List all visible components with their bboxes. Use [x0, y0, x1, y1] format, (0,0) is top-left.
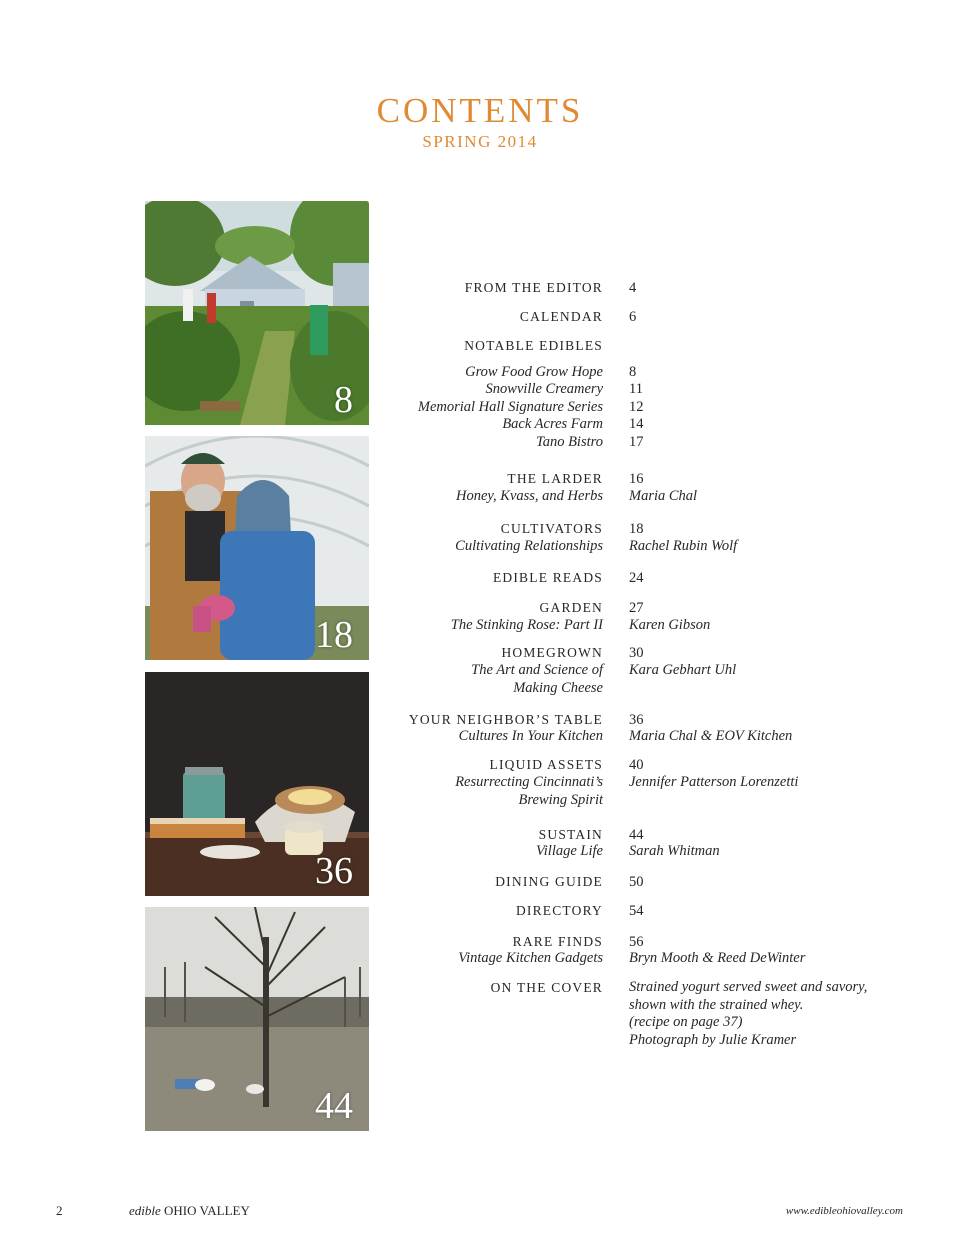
toc-item-title: Snowville Creamery: [485, 381, 603, 397]
toc-item-title: Memorial Hall Signature Series: [417, 399, 603, 415]
toc-page-dining-guide: 50: [629, 874, 644, 890]
toc-label-from-the-editor: FROM THE EDITOR: [464, 280, 603, 295]
cover-description: Strained yogurt served sweet and savory, shown with the strained whey. (recipe on page 37) Photograph by Julie Kramer: [629, 979, 868, 1048]
toc-page-sustain: 44: [629, 827, 644, 843]
footer-website-link[interactable]: www.edibleohiovalley.com: [785, 1205, 903, 1217]
toc-page-calendar: 6: [629, 309, 637, 325]
toc-page-edible-reads: 24: [629, 570, 644, 586]
footer-magazine-region: OHIO VALLEY: [164, 1203, 250, 1218]
photo-kitchen-table: [145, 672, 369, 896]
toc-item-page: 8: [629, 364, 637, 380]
footer-magazine-name: [129, 1203, 250, 1219]
toc-author-liquid-assets: Jennifer Patterson Lorenzetti: [629, 774, 799, 790]
toc-label-your-neighbors-table: YOUR NEIGHBOR’S TABLE: [408, 712, 603, 727]
toc-label-directory: DIRECTORY: [515, 903, 603, 918]
toc-label-rare-finds: RARE FINDS: [512, 934, 603, 949]
issue-subtitle: SPRING 2014: [422, 132, 538, 151]
toc-author-the-larder: Maria Chal: [629, 488, 698, 504]
toc-item-title: Back Acres Farm: [502, 416, 603, 432]
toc-label-notable-edibles: NOTABLE EDIBLES: [464, 338, 603, 353]
photo-couple-greenhouse: [145, 436, 369, 660]
toc-label-the-larder: THE LARDER: [507, 471, 603, 486]
toc-item-page: 14: [629, 416, 644, 432]
toc-author-cultivators: Rachel Rubin Wolf: [629, 538, 738, 554]
toc-title-liquid-assets: Resurrecting Cincinnati’s Brewing Spirit: [455, 774, 603, 808]
footer-page-number: 2: [56, 1203, 63, 1218]
photo-page-number: 18: [315, 614, 353, 656]
photo-page-number: 8: [334, 379, 353, 421]
toc-author-sustain: Sarah Whitman: [629, 843, 720, 859]
toc-label-calendar: CALENDAR: [519, 309, 603, 324]
toc-title-your-neighbors-table: Cultures In Your Kitchen: [458, 728, 603, 744]
toc-author-rare-finds: Bryn Mooth & Reed DeWinter: [629, 950, 806, 966]
toc-item-page: 17: [629, 434, 644, 450]
photo-page-number: 44: [315, 1085, 353, 1127]
photo-garden: [145, 201, 369, 425]
toc-item-title: Grow Food Grow Hope: [465, 364, 603, 380]
toc-page-directory: 54: [629, 903, 644, 919]
toc-title-cultivators: Cultivating Relationships: [455, 538, 603, 554]
toc-title-homegrown: The Art and Science of Making Cheese: [471, 662, 603, 696]
toc-item-page: 11: [629, 381, 643, 397]
toc-label-sustain: SUSTAIN: [538, 827, 603, 842]
toc-author-garden: Karen Gibson: [629, 617, 711, 633]
photo-page-number: 36: [315, 850, 353, 892]
toc-page-rare-finds: 56: [629, 934, 644, 950]
toc-label-edible-reads: EDIBLE READS: [492, 570, 603, 585]
toc-author-your-neighbors-table: Maria Chal & EOV Kitchen: [629, 728, 793, 744]
toc-label-liquid-assets: LIQUID ASSETS: [489, 757, 603, 772]
toc-title-sustain: Village Life: [536, 843, 603, 859]
toc-label-homegrown: HOMEGROWN: [501, 645, 603, 660]
toc-title-rare-finds: Vintage Kitchen Gadgets: [458, 950, 603, 966]
toc-page-from-the-editor: 4: [629, 280, 637, 296]
toc-author-homegrown: Kara Gebhart Uhl: [629, 662, 737, 678]
toc-page-your-neighbors-table: 36: [629, 712, 644, 728]
page-header: [0, 77, 960, 152]
toc-label-on-the-cover: ON THE COVER: [490, 980, 603, 995]
toc-page-cultivators: 18: [629, 521, 644, 537]
toc-title-the-larder: Honey, Kvass, and Herbs: [455, 488, 603, 504]
footer-magazine-edible: edible: [129, 1203, 161, 1218]
toc-page-garden: 27: [629, 600, 644, 616]
toc-page-homegrown: 30: [629, 645, 644, 661]
toc-page-liquid-assets: 40: [629, 757, 644, 773]
toc-title-garden: The Stinking Rose: Part II: [450, 617, 603, 633]
toc-item-title: Tano Bistro: [535, 434, 603, 450]
toc-label-dining-guide: DINING GUIDE: [495, 874, 603, 889]
toc-label-garden: GARDEN: [539, 600, 603, 615]
page-title: contents: [376, 77, 584, 133]
toc-label-cultivators: CULTIVATORS: [500, 521, 603, 536]
photo-winter-trees: [145, 907, 369, 1131]
toc-page-the-larder: 16: [629, 471, 644, 487]
toc-item-page: 12: [629, 399, 644, 415]
